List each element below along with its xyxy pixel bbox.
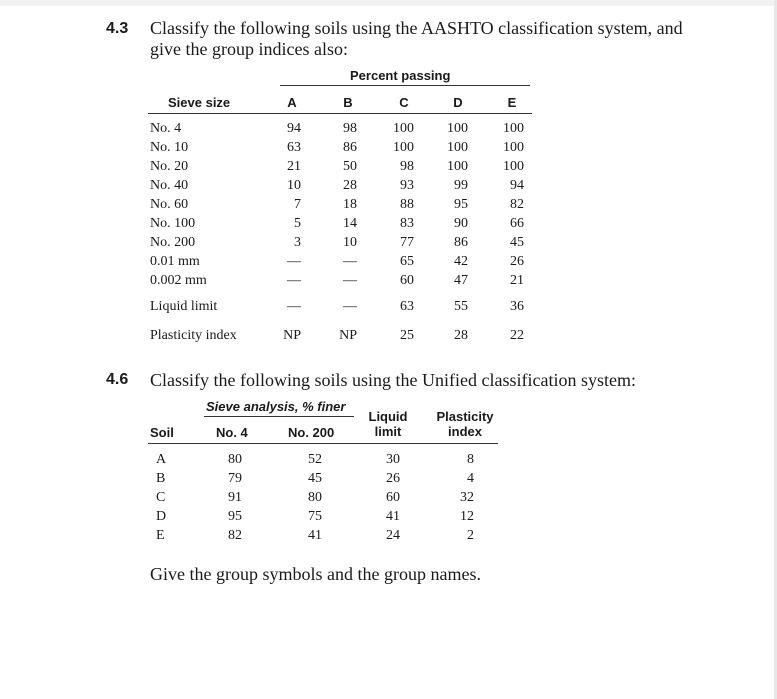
liquid-limit-row-cell-e: 36: [510, 299, 524, 314]
sieve-row-9-cell-e: 21: [510, 273, 524, 288]
sieve-analysis-header: Sieve analysis, % finer: [206, 399, 346, 414]
plasticity-index-row-cell-e: 22: [510, 328, 524, 343]
sieve-row-1-cell-e: 100: [503, 121, 524, 136]
soil-row-5-pi: 2: [467, 528, 474, 543]
no4-header: No. 4: [216, 425, 248, 440]
sieve-row-5-cell-a: 7: [294, 197, 301, 212]
sieve-row-2-cell-c: 100: [393, 140, 414, 155]
soil-row-4-no4: 95: [228, 509, 242, 524]
soil-row-3-ll: 60: [386, 490, 400, 505]
liquid-limit-row-cell-d: 55: [454, 299, 468, 314]
sieve-row-6-cell-c: 83: [400, 216, 414, 231]
soil-row-1-ll: 30: [386, 452, 400, 467]
plasticity-index-header-line-2: index: [448, 424, 482, 439]
sieve-row-1-label: No. 4: [150, 121, 182, 136]
question-number-4-6: 4.6: [106, 371, 129, 388]
sieve-row-7-cell-d: 86: [454, 235, 468, 250]
sieve-row-3-cell-a: 21: [287, 159, 301, 174]
sieve-row-4-cell-c: 93: [400, 178, 414, 193]
soil-row-3-no200: 80: [308, 490, 322, 505]
question-4-6-footer: Give the group symbols and the group names.: [150, 564, 481, 584]
sieve-row-1-cell-c: 100: [393, 121, 414, 136]
soil-row-2-no4: 79: [228, 471, 242, 486]
question-4-6-text: Classify the following soils using the Unified classification system:: [150, 370, 636, 390]
sieve-row-2-label: No. 10: [150, 140, 189, 155]
column-header-c: C: [399, 95, 409, 110]
soil-row-3-no4: 91: [228, 490, 242, 505]
sieve-row-1-cell-d: 100: [447, 121, 468, 136]
question-4-3-line-1: Classify the following soils using the AASHTO classification system, and: [150, 18, 683, 38]
sieve-row-1-cell-a: 94: [287, 121, 301, 136]
question-4-3-line-2: give the group indices also:: [150, 39, 348, 59]
unified-header-rule: [148, 443, 498, 444]
soil-row-5-no4: 82: [228, 528, 242, 543]
aashto-header-rule: [148, 113, 532, 114]
column-header-a: A: [287, 95, 297, 110]
sieve-row-5-cell-c: 88: [400, 197, 414, 212]
soil-row-1-pi: 8: [467, 452, 474, 467]
liquid-limit-row-cell-c: 63: [400, 299, 414, 314]
sieve-row-8-cell-d: 42: [454, 254, 468, 269]
question-number-4-3: 4.3: [106, 20, 129, 37]
sieve-row-2-cell-a: 63: [287, 140, 301, 155]
percent-passing-rule: [280, 85, 530, 86]
liquid-limit-row-label: Liquid limit: [150, 299, 218, 314]
sieve-row-7-cell-b: 10: [343, 235, 357, 250]
sieve-row-7-label: No. 200: [150, 235, 196, 250]
sieve-row-1-cell-b: 98: [343, 121, 357, 136]
sieve-row-7-cell-c: 77: [400, 235, 414, 250]
sieve-row-8-cell-c: 65: [400, 254, 414, 269]
soil-row-3-soil: C: [156, 490, 166, 505]
soil-row-4-no200: 75: [308, 509, 322, 524]
soil-row-2-soil: B: [156, 471, 166, 486]
sieve-row-5-cell-b: 18: [343, 197, 357, 212]
soil-row-2-pi: 4: [467, 471, 474, 486]
soil-row-1-soil: A: [156, 452, 167, 467]
sieve-row-9-cell-a: —: [287, 273, 301, 288]
soil-row-5-ll: 24: [386, 528, 400, 543]
sieve-row-9-cell-b: —: [343, 273, 357, 288]
plasticity-index-row-cell-b: NP: [339, 328, 357, 343]
sieve-row-9-cell-c: 60: [400, 273, 414, 288]
sieve-size-header: Sieve size: [168, 95, 231, 110]
soil-row-5-no200: 41: [308, 528, 322, 543]
liquid-limit-row-cell-b: —: [343, 299, 357, 314]
liquid-limit-row-cell-a: —: [287, 299, 301, 314]
soil-row-4-ll: 41: [386, 509, 400, 524]
plasticity-index-header-line-1: Plasticity: [436, 409, 494, 424]
percent-passing-header: Percent passing: [350, 68, 451, 83]
plasticity-index-row-label: Plasticity index: [150, 328, 237, 343]
column-header-d: D: [453, 95, 463, 110]
soil-row-4-soil: D: [156, 509, 167, 524]
sieve-row-8-cell-a: —: [287, 254, 301, 269]
sieve-row-4-cell-e: 94: [510, 178, 524, 193]
soil-row-2-no200: 45: [308, 471, 322, 486]
soil-row-2-ll: 26: [386, 471, 400, 486]
sieve-row-2-cell-e: 100: [503, 140, 524, 155]
sieve-row-5-cell-d: 95: [454, 197, 468, 212]
sieve-row-8-label: 0.01 mm: [150, 254, 200, 269]
sieve-row-8-cell-b: —: [343, 254, 357, 269]
column-header-b: B: [343, 95, 353, 110]
sieve-row-2-cell-b: 86: [343, 140, 357, 155]
sieve-row-3-cell-d: 100: [447, 159, 468, 174]
plasticity-index-row-cell-d: 28: [454, 328, 468, 343]
sieve-row-6-label: No. 100: [150, 216, 196, 231]
liquid-limit-header-line-1: Liquid: [368, 409, 408, 424]
sieve-row-6-cell-e: 66: [510, 216, 524, 231]
plasticity-index-row-cell-a: NP: [283, 328, 301, 343]
column-header-e: E: [507, 95, 517, 110]
soil-row-4-pi: 12: [460, 509, 474, 524]
sieve-row-3-cell-c: 98: [400, 159, 414, 174]
sieve-row-5-cell-e: 82: [510, 197, 524, 212]
sieve-row-7-cell-e: 45: [510, 235, 524, 250]
sieve-row-6-cell-b: 14: [343, 216, 357, 231]
soil-row-1-no4: 80: [228, 452, 242, 467]
sieve-row-8-cell-e: 26: [510, 254, 524, 269]
sieve-row-4-cell-a: 10: [287, 178, 301, 193]
no200-header: No. 200: [288, 425, 335, 440]
sieve-analysis-rule: [204, 416, 354, 417]
plasticity-index-row-cell-c: 25: [400, 328, 414, 343]
soil-row-5-soil: E: [156, 528, 165, 543]
sieve-row-3-cell-e: 100: [503, 159, 524, 174]
sieve-row-4-cell-b: 28: [343, 178, 357, 193]
soil-row-3-pi: 32: [460, 490, 474, 505]
sieve-row-7-cell-a: 3: [294, 235, 301, 250]
sieve-row-6-cell-d: 90: [454, 216, 468, 231]
sieve-row-3-cell-b: 50: [343, 159, 357, 174]
sieve-row-4-cell-d: 99: [454, 178, 468, 193]
page-top-edge: [0, 0, 777, 6]
soil-header: Soil: [150, 425, 174, 440]
sieve-row-9-label: 0.002 mm: [150, 273, 207, 288]
sieve-row-9-cell-d: 47: [454, 273, 468, 288]
sieve-row-6-cell-a: 5: [294, 216, 301, 231]
sieve-row-2-cell-d: 100: [447, 140, 468, 155]
sieve-row-3-label: No. 20: [150, 159, 189, 174]
soil-row-1-no200: 52: [308, 452, 322, 467]
sieve-row-4-label: No. 40: [150, 178, 189, 193]
liquid-limit-header-line-2: limit: [374, 424, 402, 439]
sieve-row-5-label: No. 60: [150, 197, 189, 212]
